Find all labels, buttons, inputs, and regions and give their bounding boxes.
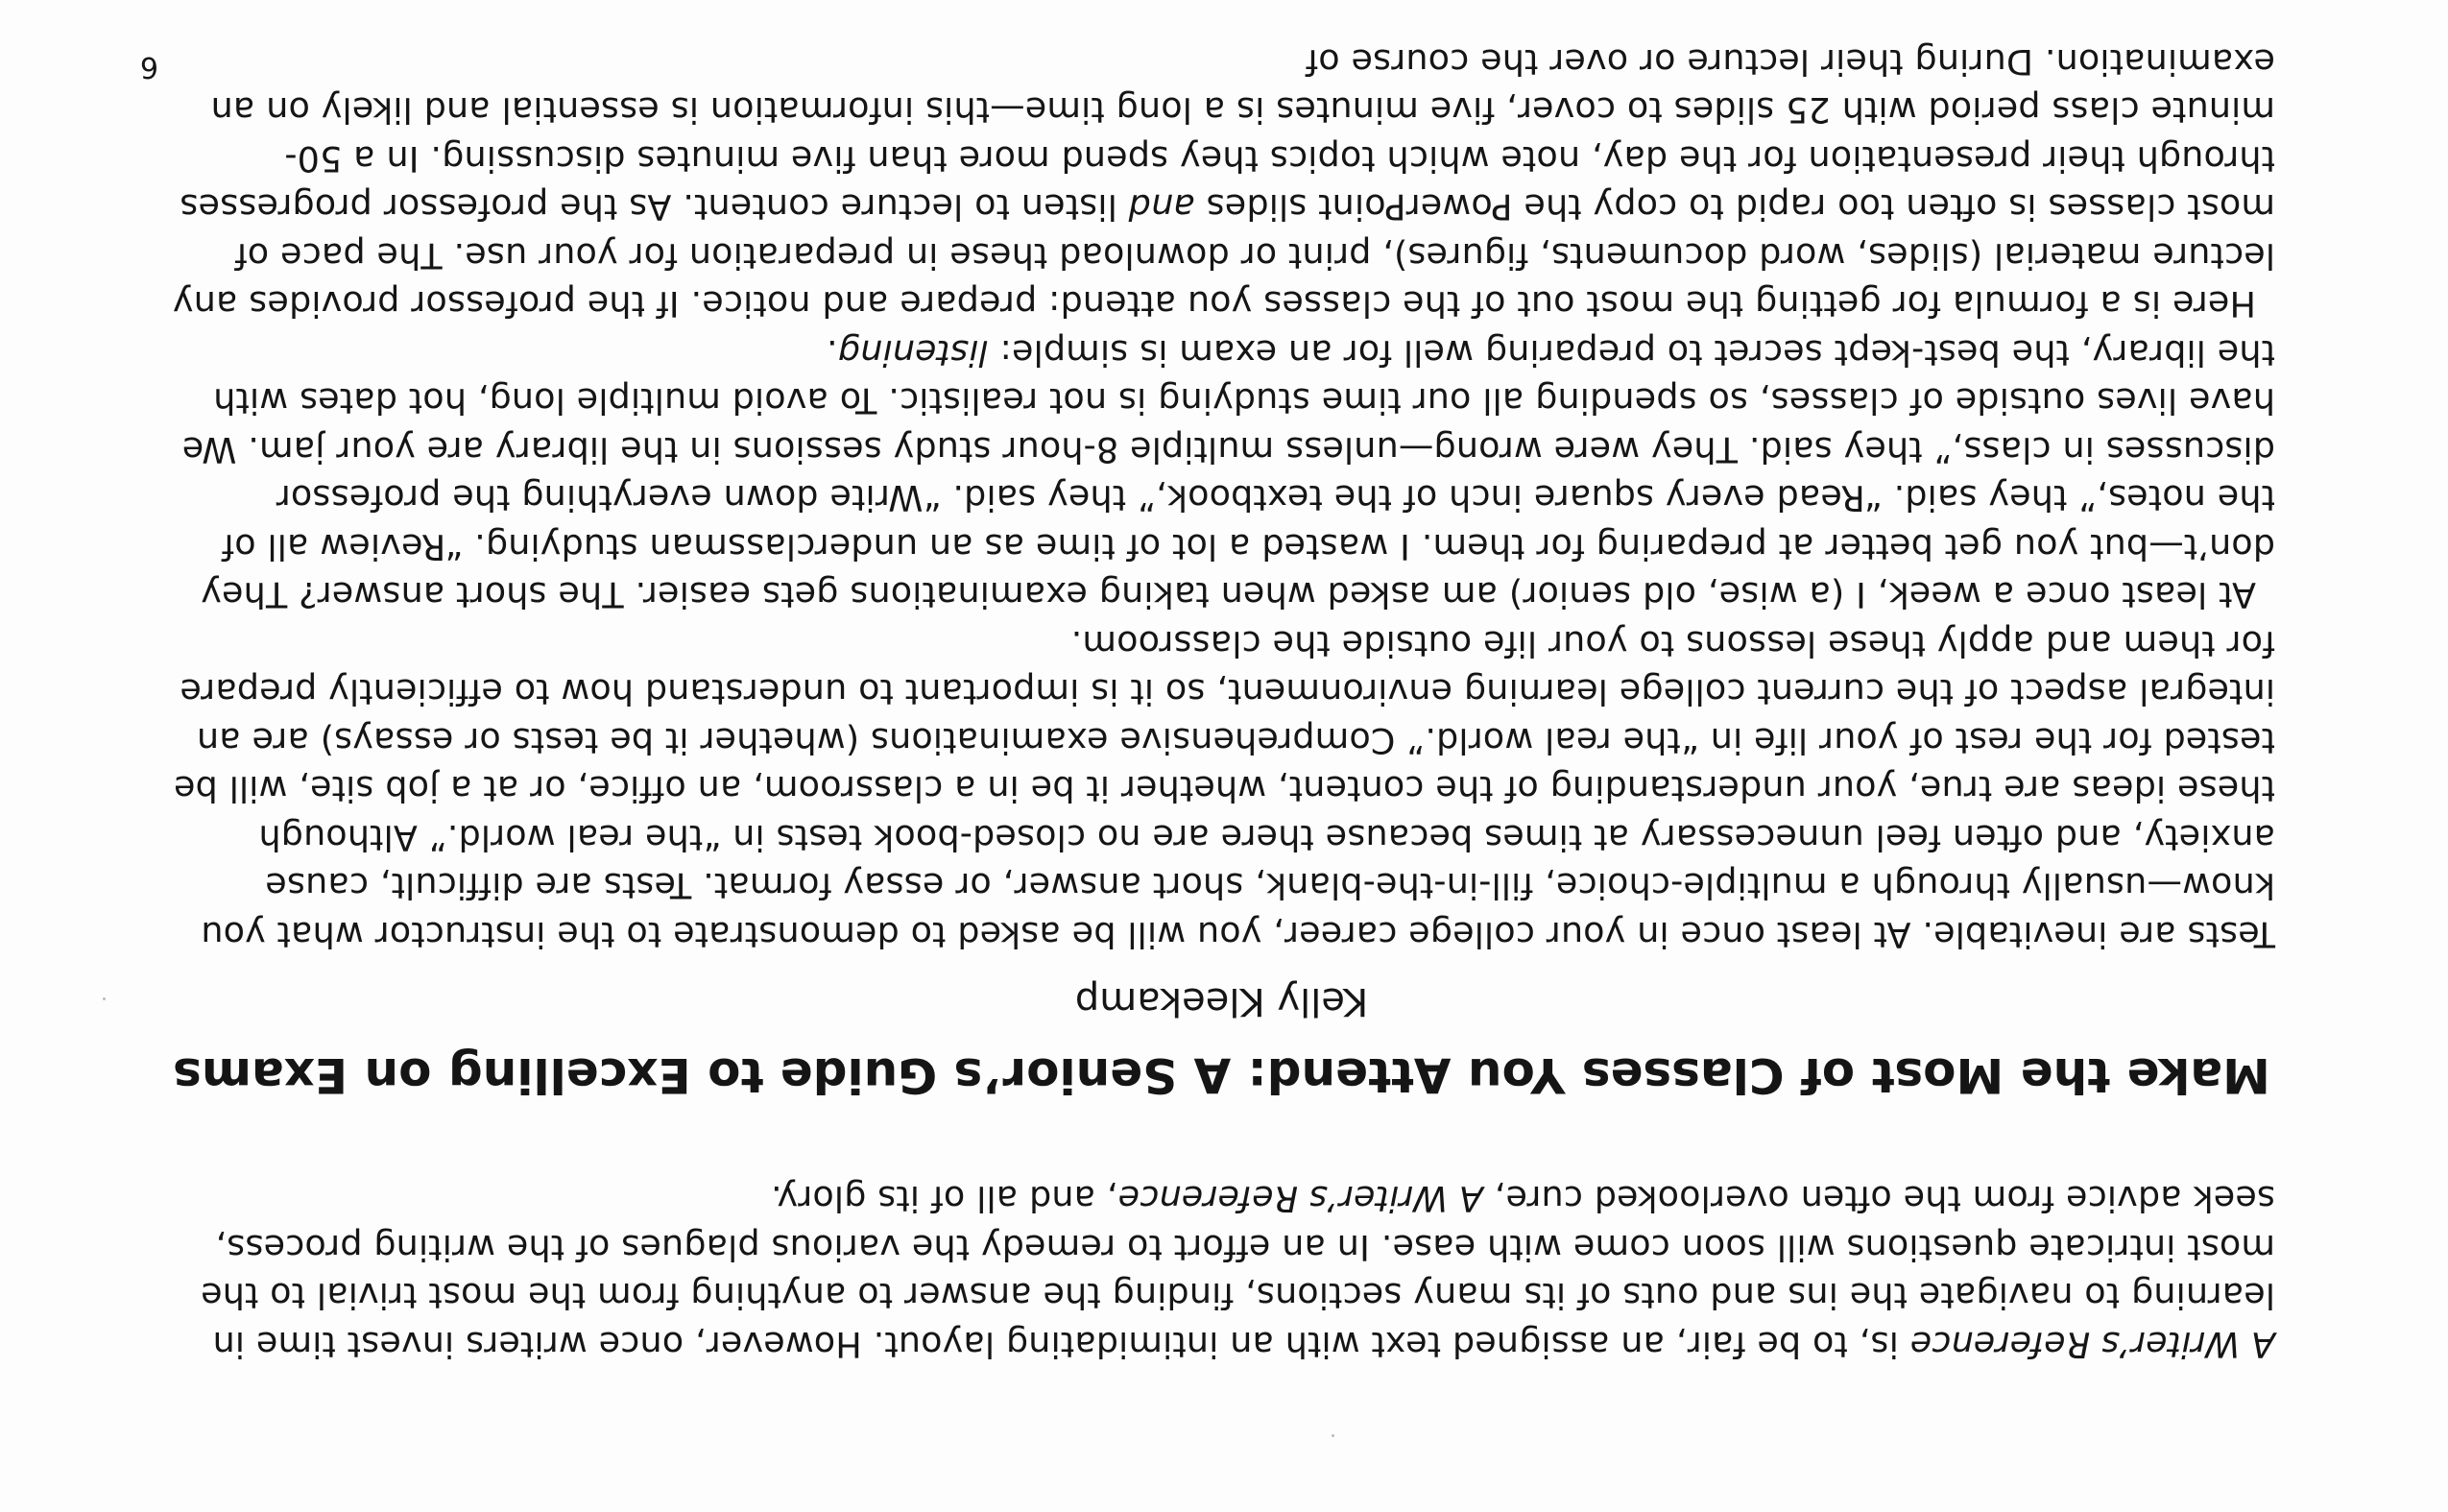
essay-paragraph-3 bbox=[168, 37, 2275, 328]
essay-title: Make the Most of Classes You Attend: A Senior’s Guide to Excelling on Exams bbox=[173, 1047, 2270, 1103]
essay-paragraph-3-part-a: Here is a formula for getting the most out of the classes you attend: prepare and notice. If the professor provides any lecture material (slides, word documents, figures), print or download these in preparation for your use. The pace of most classes is often too rapid to copy the PowerPoint slides bbox=[172, 186, 2275, 325]
essay-author: Kelly Kleekamp bbox=[1074, 979, 1369, 1023]
emphasis-and: and bbox=[1128, 186, 1195, 228]
essay-paragraph-2-text: At least once a week, I (a wise, old senior) am asked when taking examinations gets easier. The short answer? They don’t—but you get better at preparing for them. I wasted a lot of time as an underclassman studying. “Review all of the notes,” they said. “Read every square inch of the textbook,” they said. “Write down everything the professor discusses in class,” they said. They were wrong—unless multiple 8-hour study sessions in the library are your jam. We have lives outside of classes, so spending all our time studying is not realistic. To avoid multiple long, hot dates with the library, the best-kept secret to preparing well for an exam is simple: bbox=[181, 332, 2275, 616]
page-number: 6 bbox=[139, 50, 158, 84]
emphasis-listening: listening bbox=[837, 332, 989, 373]
essay-body bbox=[168, 37, 2275, 959]
book-title-reference: A Writer’s Reference bbox=[1909, 1324, 2275, 1365]
emphasis-listening-period: . bbox=[826, 332, 838, 373]
intro-paragraph bbox=[168, 1174, 2275, 1368]
scan-speck bbox=[103, 997, 106, 1000]
essay-section bbox=[168, 37, 2275, 1105]
intro-text-part-1: is, to be fair, an assigned text with an intimidating layout. However, once writers invest time in learning to navigate the ins and outs of its many sections, finding the answer to anything from the most trivial to the most intricate questions will soon come with ease. In an effort to remedy the various plagues of the writing process, seek advice from the often overlooked cure, bbox=[200, 1178, 2275, 1365]
essay-paragraph-2 bbox=[168, 328, 2275, 619]
book-title-reference-2: A Writer’s Reference bbox=[1117, 1178, 1483, 1220]
essay-paragraph-3-part-b: listen to lecture content. As the professor progresses through their presentation for the day, note which topics they spend more than five minutes discussing. In a 50-minute class period with 25 slides to cover, five minutes is a long time—this information is essential and likely on an examination. During their lecture or over the course of bbox=[180, 41, 2275, 228]
scan-speck bbox=[1332, 1434, 1334, 1437]
essay-paragraph-1: Tests are inevitable. At least once in your college career, you will be asked to demonstrate to the instructor what you know—usually through a multiple-choice, fill-in-the-blank, short answer, or essay format. Tests are difficult, cause anxiety, and often feel unnecessary at times because there are no closed-book tests in “the real world.” Although these ideas are true, your understanding of the content, whether it be in a classroom, an office, or at a job site, will be tested for the rest of your life in “the real world.” Comprehensive examinations (whether it be tests or essays) are an integral aspect of the current college learning environment, so it is important to understand how to efficiently prepare for them and apply these lessons to your life outside the classroom. bbox=[173, 623, 2275, 955]
intro-text-part-2: , and all of its glory. bbox=[770, 1178, 1118, 1220]
